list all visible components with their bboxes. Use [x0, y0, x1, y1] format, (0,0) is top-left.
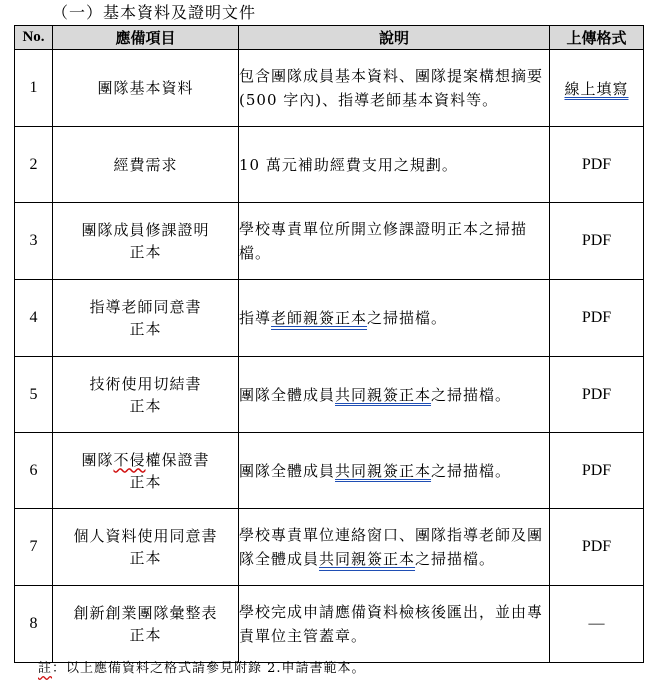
- table-header-row: [15, 26, 644, 50]
- table-row: [15, 50, 644, 127]
- row-number: 1: [15, 50, 53, 127]
- row-number: 6: [15, 433, 53, 509]
- row-format: PDF: [550, 509, 644, 586]
- row-item: [53, 50, 239, 127]
- footnote-text: ：以上應備資料之格式請參見附錄 2.申請書範本。: [52, 661, 366, 676]
- item-text-part: 權保證書: [145, 450, 210, 469]
- table-row: [15, 433, 644, 509]
- section-title: （一）基本資料及證明文件: [52, 3, 257, 22]
- description-text: 之掃描檔。: [431, 385, 512, 404]
- description-underlined-text: 老師親簽正本: [271, 309, 368, 327]
- header-format: 上傳格式: [550, 26, 644, 50]
- row-description: [239, 280, 550, 357]
- spellcheck-flagged-text: 不侵: [113, 450, 146, 469]
- row-format: PDF: [550, 203, 644, 280]
- row-number: 4: [15, 280, 53, 357]
- row-description: [239, 433, 550, 509]
- item-text: 正本: [129, 320, 162, 338]
- description-text: 學校專責單位連絡窗口、團隊指導老師及團隊全體成員: [239, 526, 544, 568]
- table-row: [15, 127, 644, 203]
- item-text: 正本: [129, 396, 162, 415]
- item-text: 個人資料使用同意書: [73, 527, 218, 545]
- row-format: PDF: [550, 280, 644, 357]
- header-no: No.: [15, 26, 53, 50]
- row-description: [239, 357, 550, 433]
- item-text-part: 團隊: [81, 450, 114, 469]
- header-item: 應備項目: [53, 26, 239, 50]
- row-number: 8: [15, 586, 53, 663]
- description-text: 包含團隊成員基本資料、團隊提案構想摘要(500 字內)、指導老師基本資料等。: [239, 67, 544, 109]
- description-text: 10 萬元補助經費支用之規劃。: [239, 155, 458, 174]
- footnote: [38, 660, 366, 678]
- item-text: 技術使用切結書: [89, 374, 202, 393]
- header-desc: 說明: [239, 26, 550, 50]
- row-description: [239, 586, 550, 663]
- footnote-label: 註: [38, 661, 53, 676]
- row-item: [53, 586, 239, 663]
- description-text: 指導: [239, 309, 272, 327]
- description-text: 之掃描檔。: [415, 550, 496, 568]
- row-number: 5: [15, 357, 53, 433]
- item-text: 正本: [129, 626, 162, 644]
- required-documents-table: [14, 25, 644, 663]
- item-text: [53, 449, 238, 471]
- format-online-fill: 線上填寫: [564, 79, 629, 98]
- description-text: 之掃描檔。: [431, 461, 512, 480]
- description-text: 學校完成申請應備資料檢核後匯出，並由專責單位主管蓋章。: [239, 603, 544, 645]
- table-row: [15, 280, 644, 357]
- item-text: 經費需求: [113, 155, 178, 174]
- row-item: [53, 357, 239, 433]
- table-row: [15, 509, 644, 586]
- description-text: 之掃描檔。: [367, 309, 448, 327]
- item-text: 正本: [129, 549, 162, 567]
- table-row: [15, 357, 644, 433]
- row-item: [53, 127, 239, 203]
- row-item: [53, 433, 239, 509]
- item-text: 正本: [129, 243, 162, 261]
- item-text: 正本: [129, 472, 162, 491]
- row-format: PDF: [550, 433, 644, 509]
- description-text: 團隊全體成員: [239, 461, 336, 480]
- row-format: [550, 50, 644, 127]
- item-text: 團隊成員修課證明: [81, 221, 210, 239]
- row-description: [239, 127, 550, 203]
- row-item: [53, 280, 239, 357]
- row-item: [53, 509, 239, 586]
- row-item: [53, 203, 239, 280]
- row-number: 2: [15, 127, 53, 203]
- description-text: 學校專責單位所開立修課證明正本之掃描檔。: [239, 220, 528, 262]
- row-format: —: [550, 586, 644, 663]
- item-text: 指導老師同意書: [89, 298, 202, 316]
- item-text: 創新創業團隊彙整表: [73, 604, 218, 622]
- description-underlined-text: 共同親簽正本: [319, 550, 416, 568]
- row-number: 3: [15, 203, 53, 280]
- row-description: [239, 50, 550, 127]
- row-format: PDF: [550, 357, 644, 433]
- table-row: [15, 586, 644, 663]
- row-description: [239, 203, 550, 280]
- row-number: 7: [15, 509, 53, 586]
- row-format: PDF: [550, 127, 644, 203]
- description-underlined-text: 共同親簽正本: [335, 385, 432, 404]
- description-text: 團隊全體成員: [239, 385, 336, 404]
- description-underlined-text: 共同親簽正本: [335, 461, 432, 480]
- row-description: [239, 509, 550, 586]
- item-text: 團隊基本資料: [97, 79, 194, 97]
- table-row: [15, 203, 644, 280]
